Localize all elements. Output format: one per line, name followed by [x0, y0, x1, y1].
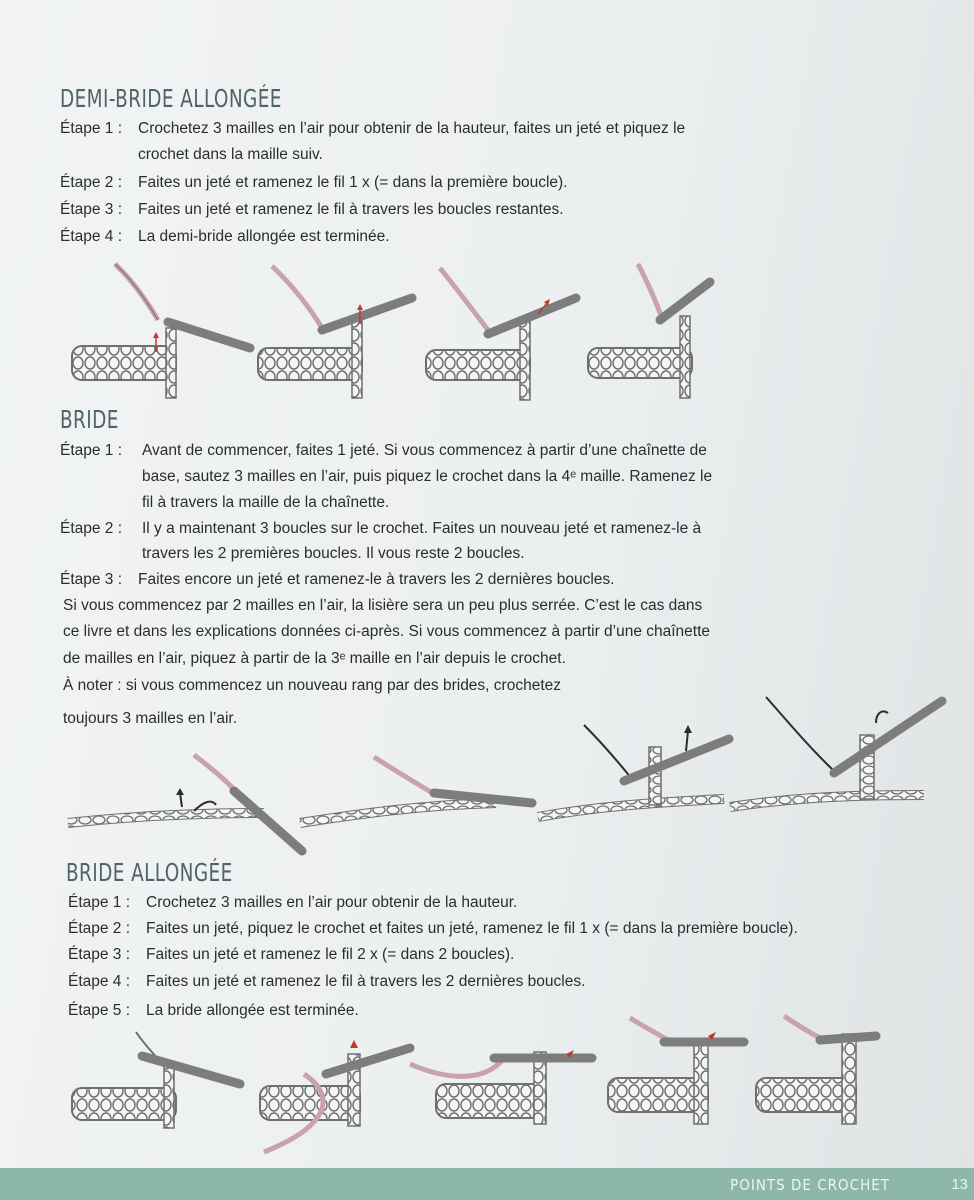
paragraph-line: Si vous commencez par 2 mailles en l’air, la lisière sera un peu plus serrée. C’est le cas dans: [63, 597, 703, 614]
step-line: Étape 1 : Avant de commencer, faites 1 jeté. Si vous commencez à partir d’une chaînette de: [60, 442, 707, 459]
section-title-bride: BRIDE: [60, 405, 119, 434]
crochet-step-illustration: [72, 1032, 240, 1128]
chain-step-illustration: [538, 725, 729, 817]
step-line: Étape 2 : Faites un jeté et ramenez le fil 1 x (= dans la première boucle).: [60, 174, 568, 191]
section-title-demi-bride-allongee: DEMI-BRIDE ALLONGÉE: [60, 84, 282, 113]
step-line: Étape 3 : Faites encore un jeté et ramenez-le à travers les 2 dernières boucles.: [60, 571, 615, 588]
step-line: Étape 2 : Faites un jeté, piquez le crochet et faites un jeté, ramenez le fil 1 x (= dans la première boucle).: [68, 920, 798, 937]
step-line: Étape 3 : Faites un jeté et ramenez le fil 2 x (= dans 2 boucles).: [68, 946, 515, 963]
crochet-step-illustration: [608, 1018, 744, 1124]
chain-step-illustration: [300, 757, 532, 823]
paragraph-line: ce livre et dans les explications données ci-après. Si vous commencez à partir d’une chaînette: [63, 623, 711, 640]
chain-step-illustration: [68, 755, 302, 851]
bride-allongee-illustrations: [64, 1014, 884, 1160]
step-line: Étape 5 : La bride allongée est terminée.: [68, 1002, 359, 1019]
bride-illustrations: [64, 695, 954, 860]
note-line: toujours 3 mailles en l’air.: [63, 710, 238, 727]
page-number: 13: [951, 1176, 968, 1193]
step-line: Étape 3 : Faites un jeté et ramenez le fil à travers les boucles restantes.: [60, 201, 564, 218]
crochet-step-illustration: [260, 1040, 410, 1152]
crochet-step-illustration: [756, 1016, 876, 1124]
paragraph-line: de mailles en l’air, piquez à partir de la 3ᵉ maille en l’air depuis le crochet.: [63, 650, 566, 667]
footer-title: POINTS DE CROCHET: [730, 1176, 890, 1194]
demi-bride-illustrations: [60, 258, 720, 403]
crochet-step-illustration: [258, 266, 412, 398]
step-line: fil à travers la maille de la chaînette.: [142, 494, 390, 511]
section-title-bride-allongee: BRIDE ALLONGÉE: [66, 858, 233, 887]
step-line: Étape 4 : La demi-bride allongée est terminée.: [60, 228, 390, 245]
crochet-step-illustration: [410, 1050, 592, 1124]
crochet-step-illustration: [588, 264, 710, 398]
step-line: Étape 4 : Faites un jeté et ramenez le fil à travers les 2 dernières boucles.: [68, 973, 586, 990]
step-line: base, sautez 3 mailles en l’air, puis piquez le crochet dans la 4ᵉ maille. Ramenez le: [142, 468, 713, 485]
step-line: Étape 2 : Il y a maintenant 3 boucles sur le crochet. Faites un nouveau jeté et ramenez-le à: [60, 520, 702, 537]
chain-step-illustration: [730, 697, 942, 807]
step-line: travers les 2 premières boucles. Il vous reste 2 boucles.: [142, 545, 525, 562]
step-line: Étape 1 : Crochetez 3 mailles en l’air pour obtenir de la hauteur.: [68, 894, 518, 911]
step-line: Étape 1 : Crochetez 3 mailles en l’air pour obtenir de la hauteur, faites un jeté et piquez le: [60, 120, 686, 137]
crochet-step-illustration: [72, 264, 250, 398]
step-line: crochet dans la maille suiv.: [138, 146, 323, 163]
note-line: À noter : si vous commencez un nouveau rang par des brides, crochetez: [63, 677, 561, 694]
crochet-step-illustration: [426, 268, 576, 400]
